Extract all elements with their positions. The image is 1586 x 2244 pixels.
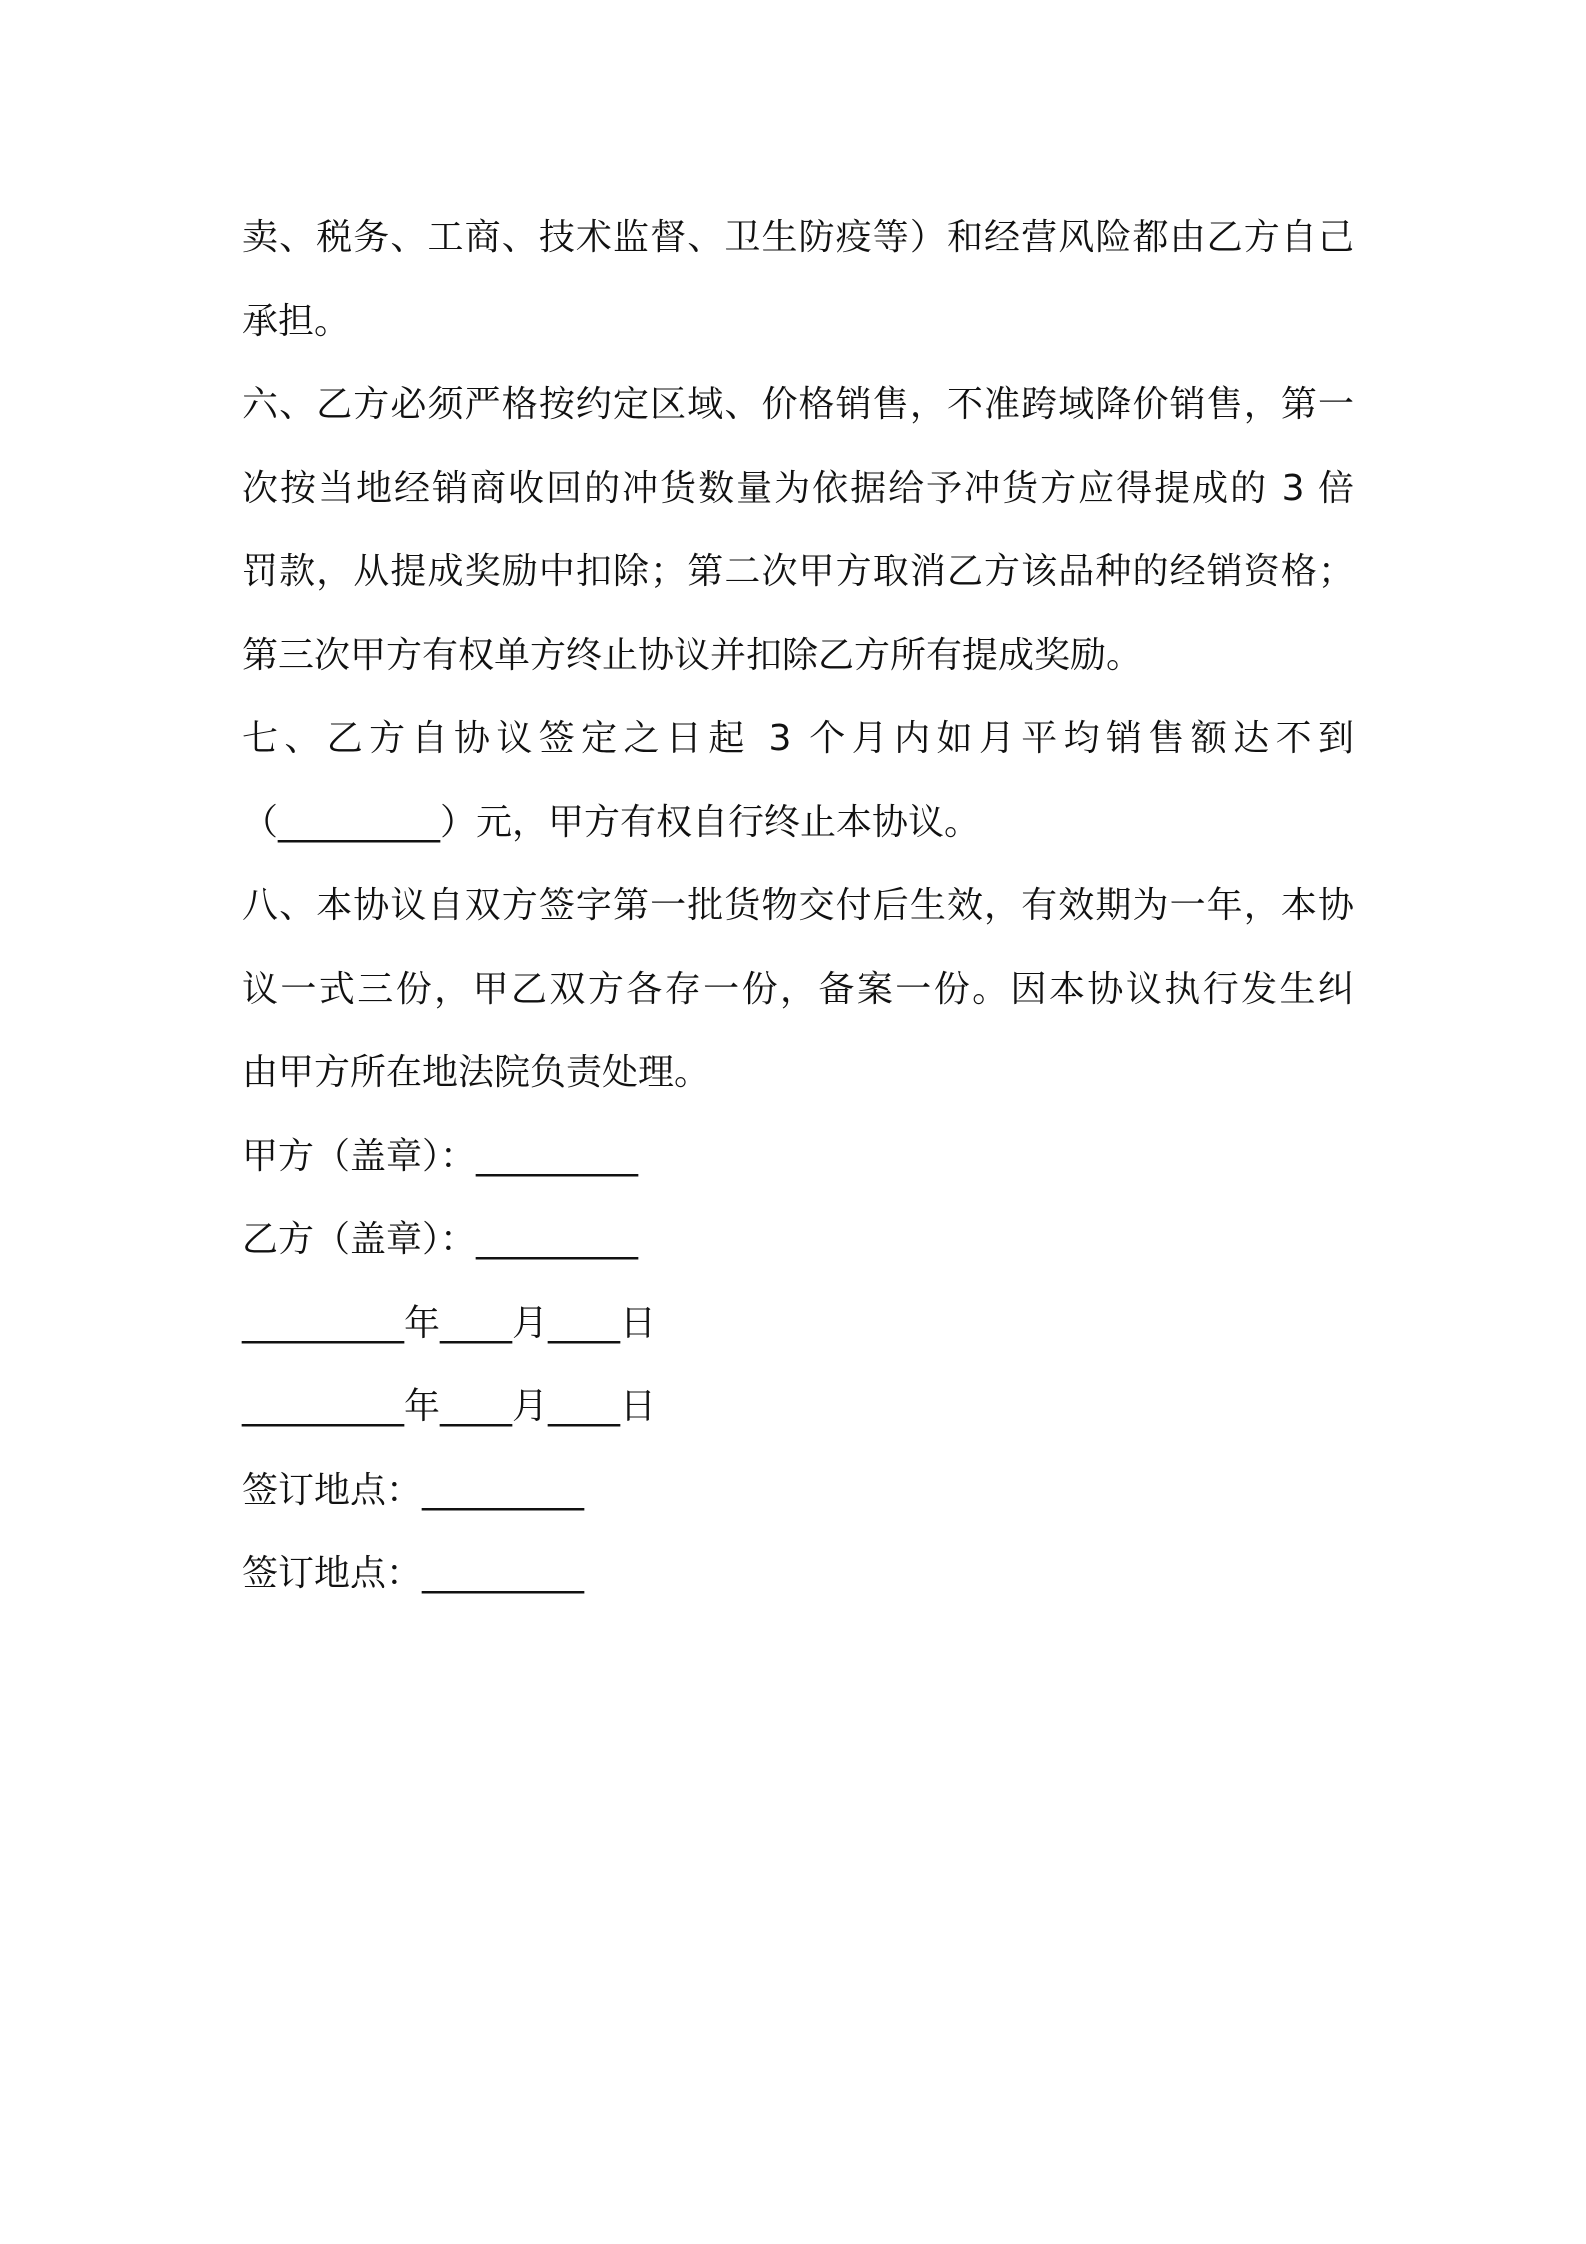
signing-place-field: 签订地点：_________ [242, 1469, 585, 1511]
clause-6-line: 第三次甲方有权单方终止协议并扣除乙方所有提成奖励。 [242, 634, 1143, 676]
paragraph-line: 卖、税务、工商、技术监督、卫生防疫等）和经营风险都由乙方自己 [242, 217, 1354, 258]
party-b-seal-field: 乙方（盖章）：_________ [242, 1219, 639, 1260]
party-a-seal-field: 甲方（盖章）：_________ [242, 1135, 639, 1177]
date-field: _________年____月____日 [242, 1386, 656, 1427]
clause-8-line: 由甲方所在地法院负责处理。 [242, 1052, 711, 1093]
clause-7-line: 七、乙方自协议签定之日起 3 个月内如月平均销售额达不到 [242, 718, 1354, 759]
clause-8-line: 八、本协议自双方签字第一批货物交付后生效，有效期为一年，本协 [242, 885, 1354, 926]
signing-place-field: 签订地点：_________ [242, 1553, 585, 1594]
clause-8-line: 议一式三份，甲乙双方各存一份，备案一份。因本协议执行发生纠 [242, 968, 1354, 1010]
paragraph-line: 承担。 [242, 300, 351, 342]
document-body [242, 196, 1354, 1616]
clause-6-line: 次按当地经销商收回的冲货数量为依据给予冲货方应得提成的 3 倍 [242, 467, 1354, 509]
clause-6-line: 罚款，从提成奖励中扣除；第二次甲方取消乙方该品种的经销资格； [242, 551, 1354, 592]
date-field: _________年____月____日 [242, 1302, 656, 1344]
clause-7-line: （_________）元，甲方有权自行终止本协议。 [242, 801, 981, 843]
clause-6-line: 六、乙方必须严格按约定区域、价格销售，不准跨域降价销售，第一 [242, 384, 1354, 425]
